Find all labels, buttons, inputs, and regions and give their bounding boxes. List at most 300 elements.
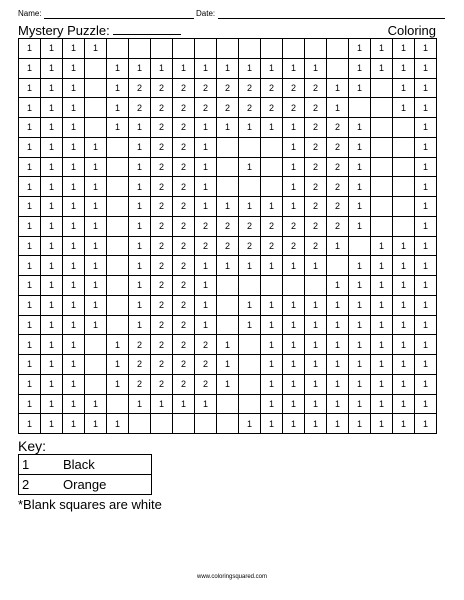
- grid-cell: 1: [261, 316, 283, 336]
- grid-cell: 2: [129, 79, 151, 99]
- grid-cell: 1: [349, 177, 371, 197]
- grid-cell: 1: [371, 276, 393, 296]
- grid-cell: 1: [349, 79, 371, 99]
- grid-cell: 1: [371, 395, 393, 415]
- grid-cell: 1: [63, 276, 85, 296]
- grid-cell: 2: [239, 79, 261, 99]
- grid-cell: 1: [415, 335, 437, 355]
- grid-cell: 1: [195, 118, 217, 138]
- grid-cell: 1: [261, 296, 283, 316]
- grid-cell: 2: [261, 98, 283, 118]
- grid-cell: 2: [151, 237, 173, 257]
- grid-cell: 1: [19, 197, 41, 217]
- grid-cell: [107, 177, 129, 197]
- grid-cell: 2: [173, 79, 195, 99]
- grid-cell: 1: [41, 276, 63, 296]
- grid-cell: 1: [63, 256, 85, 276]
- grid-cell: [393, 177, 415, 197]
- grid-cell: [261, 177, 283, 197]
- grid-cell: 2: [173, 197, 195, 217]
- grid-cell: 1: [393, 335, 415, 355]
- grid-cell: 1: [41, 79, 63, 99]
- grid-cell: 1: [107, 79, 129, 99]
- grid-cell: [239, 335, 261, 355]
- grid-cell: 1: [217, 355, 239, 375]
- grid-cell: [217, 39, 239, 59]
- grid-cell: 2: [173, 217, 195, 237]
- grid-cell: 2: [195, 355, 217, 375]
- grid-cell: 1: [415, 355, 437, 375]
- grid-cell: 2: [173, 237, 195, 257]
- grid-cell: 1: [261, 395, 283, 415]
- grid-cell: [217, 138, 239, 158]
- grid-cell: 1: [41, 335, 63, 355]
- grid-cell: 1: [371, 39, 393, 59]
- grid-cell: 2: [305, 217, 327, 237]
- name-label: Name:: [18, 9, 42, 18]
- grid-cell: 1: [195, 158, 217, 178]
- grid-cell: 1: [19, 217, 41, 237]
- grid-cell: [217, 296, 239, 316]
- grid-cell: 1: [19, 296, 41, 316]
- grid-cell: [239, 395, 261, 415]
- grid-cell: 1: [261, 59, 283, 79]
- grid-cell: [85, 355, 107, 375]
- grid-cell: 1: [349, 197, 371, 217]
- grid-cell: [107, 296, 129, 316]
- grid-cell: 1: [239, 118, 261, 138]
- grid-cell: 1: [85, 237, 107, 257]
- grid-cell: [239, 177, 261, 197]
- grid-cell: 1: [393, 276, 415, 296]
- grid-cell: 1: [261, 197, 283, 217]
- grid-cell: 2: [195, 237, 217, 257]
- grid-cell: 2: [151, 138, 173, 158]
- grid-cell: 1: [129, 296, 151, 316]
- grid-cell: 2: [173, 276, 195, 296]
- grid-cell: 1: [195, 197, 217, 217]
- grid-cell: 2: [151, 335, 173, 355]
- grid-cell: 1: [349, 256, 371, 276]
- grid-cell: [393, 138, 415, 158]
- grid-cell: 1: [195, 395, 217, 415]
- grid-cell: 2: [195, 375, 217, 395]
- grid-cell: 1: [305, 355, 327, 375]
- grid-cell: 2: [283, 79, 305, 99]
- grid-cell: 1: [261, 118, 283, 138]
- grid-cell: 2: [151, 355, 173, 375]
- grid-cell: 1: [415, 98, 437, 118]
- grid-cell: 2: [327, 177, 349, 197]
- grid-cell: 1: [283, 375, 305, 395]
- grid-cell: 1: [63, 138, 85, 158]
- grid-cell: 1: [305, 59, 327, 79]
- grid-cell: 1: [415, 375, 437, 395]
- blank-squares-note: *Blank squares are white: [18, 497, 162, 512]
- grid-cell: 1: [349, 59, 371, 79]
- grid-cell: 1: [393, 256, 415, 276]
- grid-cell: 1: [349, 335, 371, 355]
- grid-cell: 2: [327, 158, 349, 178]
- grid-cell: 1: [85, 256, 107, 276]
- grid-cell: 1: [283, 197, 305, 217]
- grid-cell: 1: [41, 177, 63, 197]
- puzzle-title: [18, 23, 181, 38]
- grid-cell: 1: [41, 355, 63, 375]
- grid-cell: [327, 39, 349, 59]
- grid-cell: [349, 237, 371, 257]
- grid-cell: 1: [415, 316, 437, 336]
- grid-cell: 1: [85, 296, 107, 316]
- grid-cell: 1: [63, 395, 85, 415]
- grid-cell: 1: [19, 39, 41, 59]
- grid-cell: 1: [283, 335, 305, 355]
- grid-cell: 1: [393, 375, 415, 395]
- grid-cell: 2: [173, 296, 195, 316]
- grid-cell: 1: [283, 177, 305, 197]
- grid-cell: 2: [239, 237, 261, 257]
- grid-cell: 1: [41, 237, 63, 257]
- grid-cell: [371, 217, 393, 237]
- grid-cell: 1: [283, 395, 305, 415]
- grid-cell: 1: [261, 355, 283, 375]
- grid-cell: 2: [239, 217, 261, 237]
- grid-cell: 2: [173, 335, 195, 355]
- grid-cell: [217, 395, 239, 415]
- grid-cell: 1: [19, 355, 41, 375]
- grid-cell: 1: [283, 316, 305, 336]
- key-number: 2: [22, 477, 30, 492]
- grid-cell: 2: [305, 79, 327, 99]
- grid-cell: [173, 414, 195, 434]
- grid-cell: 1: [239, 59, 261, 79]
- grid-cell: 1: [151, 395, 173, 415]
- puzzle-title-text: Mystery Puzzle:: [18, 23, 110, 38]
- grid-cell: 2: [151, 256, 173, 276]
- key-row-1: [19, 455, 152, 475]
- grid-cell: 1: [85, 414, 107, 434]
- grid-cell: 1: [393, 296, 415, 316]
- grid-cell: 1: [327, 237, 349, 257]
- grid-cell: 1: [19, 177, 41, 197]
- grid-cell: 1: [349, 316, 371, 336]
- grid-cell: 1: [19, 138, 41, 158]
- grid-cell: 2: [327, 118, 349, 138]
- grid-cell: 1: [63, 197, 85, 217]
- grid-cell: 1: [393, 414, 415, 434]
- grid-cell: 1: [305, 414, 327, 434]
- grid-cell: 2: [195, 98, 217, 118]
- grid-cell: [85, 335, 107, 355]
- grid-cell: 1: [371, 335, 393, 355]
- grid-cell: 2: [217, 98, 239, 118]
- grid-cell: 2: [305, 158, 327, 178]
- grid-cell: 1: [283, 118, 305, 138]
- grid-cell: 2: [239, 98, 261, 118]
- grid-cell: [261, 276, 283, 296]
- grid-cell: 1: [239, 256, 261, 276]
- grid-cell: 1: [415, 414, 437, 434]
- grid-cell: [151, 414, 173, 434]
- grid-cell: [217, 276, 239, 296]
- grid-cell: 2: [151, 375, 173, 395]
- grid-cell: 1: [107, 335, 129, 355]
- grid-cell: 1: [63, 118, 85, 138]
- grid-cell: 1: [349, 217, 371, 237]
- title-blank-line: [113, 23, 181, 35]
- grid-cell: 1: [107, 118, 129, 138]
- grid-cell: 1: [393, 395, 415, 415]
- key-color: Orange: [63, 477, 107, 492]
- grid-cell: 1: [283, 256, 305, 276]
- grid-cell: 1: [349, 395, 371, 415]
- grid-cell: 1: [19, 375, 41, 395]
- grid-cell: 1: [173, 395, 195, 415]
- grid-cell: [107, 39, 129, 59]
- grid-cell: 1: [261, 375, 283, 395]
- grid-cell: 1: [327, 375, 349, 395]
- grid-cell: 2: [305, 98, 327, 118]
- grid-cell: 1: [415, 276, 437, 296]
- key-color: Black: [63, 457, 95, 472]
- grid-cell: [239, 375, 261, 395]
- grid-cell: 1: [327, 395, 349, 415]
- grid-cell: 2: [151, 296, 173, 316]
- grid-cell: [305, 39, 327, 59]
- grid-cell: 1: [129, 316, 151, 336]
- footer-site: www.coloringsquared.com: [196, 574, 268, 580]
- grid-cell: 1: [415, 138, 437, 158]
- grid-cell: 1: [217, 335, 239, 355]
- grid-cell: [217, 414, 239, 434]
- grid-cell: 1: [305, 316, 327, 336]
- grid-cell: 1: [327, 355, 349, 375]
- grid-cell: [349, 98, 371, 118]
- grid-cell: 2: [217, 217, 239, 237]
- grid-cell: 1: [261, 414, 283, 434]
- grid-cell: 1: [393, 59, 415, 79]
- grid-cell: 1: [41, 118, 63, 138]
- grid-cell: [217, 316, 239, 336]
- grid-cell: 1: [129, 237, 151, 257]
- grid-cell: 1: [261, 256, 283, 276]
- grid-cell: 1: [41, 296, 63, 316]
- grid-cell: [371, 158, 393, 178]
- grid-cell: 1: [195, 296, 217, 316]
- grid-cell: 1: [41, 316, 63, 336]
- grid-cell: 1: [327, 79, 349, 99]
- grid-cell: 1: [371, 375, 393, 395]
- grid-cell: 1: [371, 414, 393, 434]
- grid-cell: 1: [305, 395, 327, 415]
- grid-cell: 1: [41, 138, 63, 158]
- grid-cell: 1: [19, 414, 41, 434]
- grid-cell: [261, 158, 283, 178]
- grid-cell: 2: [305, 197, 327, 217]
- key-table: [18, 454, 152, 495]
- grid-cell: [371, 197, 393, 217]
- grid-cell: 1: [415, 237, 437, 257]
- grid-cell: 1: [393, 79, 415, 99]
- grid-cell: 1: [415, 39, 437, 59]
- grid-cell: 1: [85, 217, 107, 237]
- grid-cell: [129, 414, 151, 434]
- grid-cell: [283, 276, 305, 296]
- grid-cell: 1: [217, 59, 239, 79]
- grid-cell: 2: [195, 217, 217, 237]
- grid-cell: 1: [107, 98, 129, 118]
- grid-cell: 1: [371, 256, 393, 276]
- grid-cell: 1: [195, 256, 217, 276]
- grid-cell: [129, 39, 151, 59]
- grid-cell: [107, 138, 129, 158]
- grid-cell: 1: [19, 335, 41, 355]
- grid-cell: [107, 237, 129, 257]
- grid-cell: 1: [63, 158, 85, 178]
- grid-cell: 1: [195, 276, 217, 296]
- grid-cell: [107, 217, 129, 237]
- grid-cell: 1: [393, 355, 415, 375]
- grid-cell: 1: [41, 256, 63, 276]
- grid-cell: [393, 158, 415, 178]
- grid-cell: 1: [415, 158, 437, 178]
- grid-cell: 1: [327, 276, 349, 296]
- grid-cell: 1: [195, 177, 217, 197]
- grid-cell: 2: [151, 177, 173, 197]
- grid-cell: 1: [85, 395, 107, 415]
- grid-cell: 1: [19, 59, 41, 79]
- grid-cell: [393, 118, 415, 138]
- grid-cell: 1: [305, 296, 327, 316]
- grid-cell: 1: [41, 39, 63, 59]
- grid-cell: 1: [327, 335, 349, 355]
- grid-cell: 1: [129, 138, 151, 158]
- grid-cell: 1: [261, 335, 283, 355]
- grid-cell: 1: [19, 98, 41, 118]
- grid-cell: [151, 39, 173, 59]
- grid-cell: 1: [327, 98, 349, 118]
- grid-cell: 2: [129, 355, 151, 375]
- grid-cell: [371, 118, 393, 138]
- grid-cell: 1: [371, 296, 393, 316]
- grid-cell: 1: [217, 197, 239, 217]
- grid-cell: 2: [305, 118, 327, 138]
- date-line: [218, 18, 445, 19]
- grid-cell: 1: [349, 414, 371, 434]
- grid-cell: 1: [349, 138, 371, 158]
- grid-cell: 1: [63, 296, 85, 316]
- grid-cell: 1: [19, 395, 41, 415]
- grid-cell: 2: [173, 98, 195, 118]
- grid-cell: 2: [129, 375, 151, 395]
- grid-cell: 1: [305, 256, 327, 276]
- grid-cell: 2: [151, 217, 173, 237]
- grid-cell: 2: [283, 237, 305, 257]
- grid-cell: 1: [63, 217, 85, 237]
- grid-cell: 1: [195, 59, 217, 79]
- grid-cell: 1: [19, 237, 41, 257]
- grid-cell: 1: [393, 237, 415, 257]
- grid-cell: 1: [283, 158, 305, 178]
- grid-cell: 1: [349, 39, 371, 59]
- grid-cell: 2: [129, 98, 151, 118]
- grid-cell: [107, 276, 129, 296]
- grid-cell: 1: [129, 118, 151, 138]
- grid-cell: 1: [85, 316, 107, 336]
- grid-cell: 1: [393, 39, 415, 59]
- grid-cell: 2: [151, 158, 173, 178]
- grid-cell: [217, 158, 239, 178]
- key-row-2: [19, 475, 152, 495]
- grid-cell: 1: [129, 59, 151, 79]
- grid-cell: 1: [129, 158, 151, 178]
- grid-cell: 1: [305, 335, 327, 355]
- grid-cell: 2: [195, 335, 217, 355]
- puzzle-grid: [18, 38, 437, 434]
- grid-cell: [261, 138, 283, 158]
- grid-cell: [85, 118, 107, 138]
- grid-cell: 1: [85, 39, 107, 59]
- grid-cell: 2: [195, 79, 217, 99]
- grid-cell: 1: [85, 197, 107, 217]
- coloring-label: Coloring: [387, 23, 436, 38]
- grid-cell: 2: [151, 118, 173, 138]
- grid-cell: [327, 59, 349, 79]
- grid-cell: [393, 197, 415, 217]
- grid-cell: 1: [217, 256, 239, 276]
- grid-cell: 1: [415, 59, 437, 79]
- grid-cell: 1: [19, 316, 41, 336]
- grid-cell: 1: [151, 59, 173, 79]
- grid-cell: 1: [107, 414, 129, 434]
- grid-cell: 1: [393, 316, 415, 336]
- grid-cell: 1: [239, 158, 261, 178]
- grid-cell: [85, 98, 107, 118]
- grid-cell: 1: [371, 59, 393, 79]
- grid-cell: [217, 177, 239, 197]
- grid-cell: 1: [195, 316, 217, 336]
- grid-cell: 1: [371, 316, 393, 336]
- grid-cell: 2: [151, 79, 173, 99]
- grid-cell: 2: [173, 158, 195, 178]
- grid-cell: 1: [283, 59, 305, 79]
- grid-cell: [393, 217, 415, 237]
- grid-cell: 1: [239, 197, 261, 217]
- key-title: Key:: [18, 438, 47, 454]
- grid-cell: 1: [19, 276, 41, 296]
- grid-cell: 1: [393, 98, 415, 118]
- grid-cell: 2: [261, 217, 283, 237]
- grid-cell: 1: [239, 296, 261, 316]
- grid-cell: [107, 197, 129, 217]
- grid-cell: 1: [41, 197, 63, 217]
- grid-cell: 2: [327, 138, 349, 158]
- grid-cell: 1: [371, 237, 393, 257]
- grid-cell: 1: [107, 375, 129, 395]
- grid-cell: 2: [217, 237, 239, 257]
- grid-cell: 1: [349, 296, 371, 316]
- grid-cell: 1: [41, 414, 63, 434]
- grid-cell: 1: [107, 59, 129, 79]
- grid-cell: 1: [415, 177, 437, 197]
- grid-cell: 1: [239, 414, 261, 434]
- grid-cell: 1: [217, 375, 239, 395]
- grid-cell: 1: [107, 355, 129, 375]
- grid-cell: [107, 395, 129, 415]
- grid-cell: [239, 138, 261, 158]
- grid-cell: [107, 316, 129, 336]
- grid-cell: 1: [63, 39, 85, 59]
